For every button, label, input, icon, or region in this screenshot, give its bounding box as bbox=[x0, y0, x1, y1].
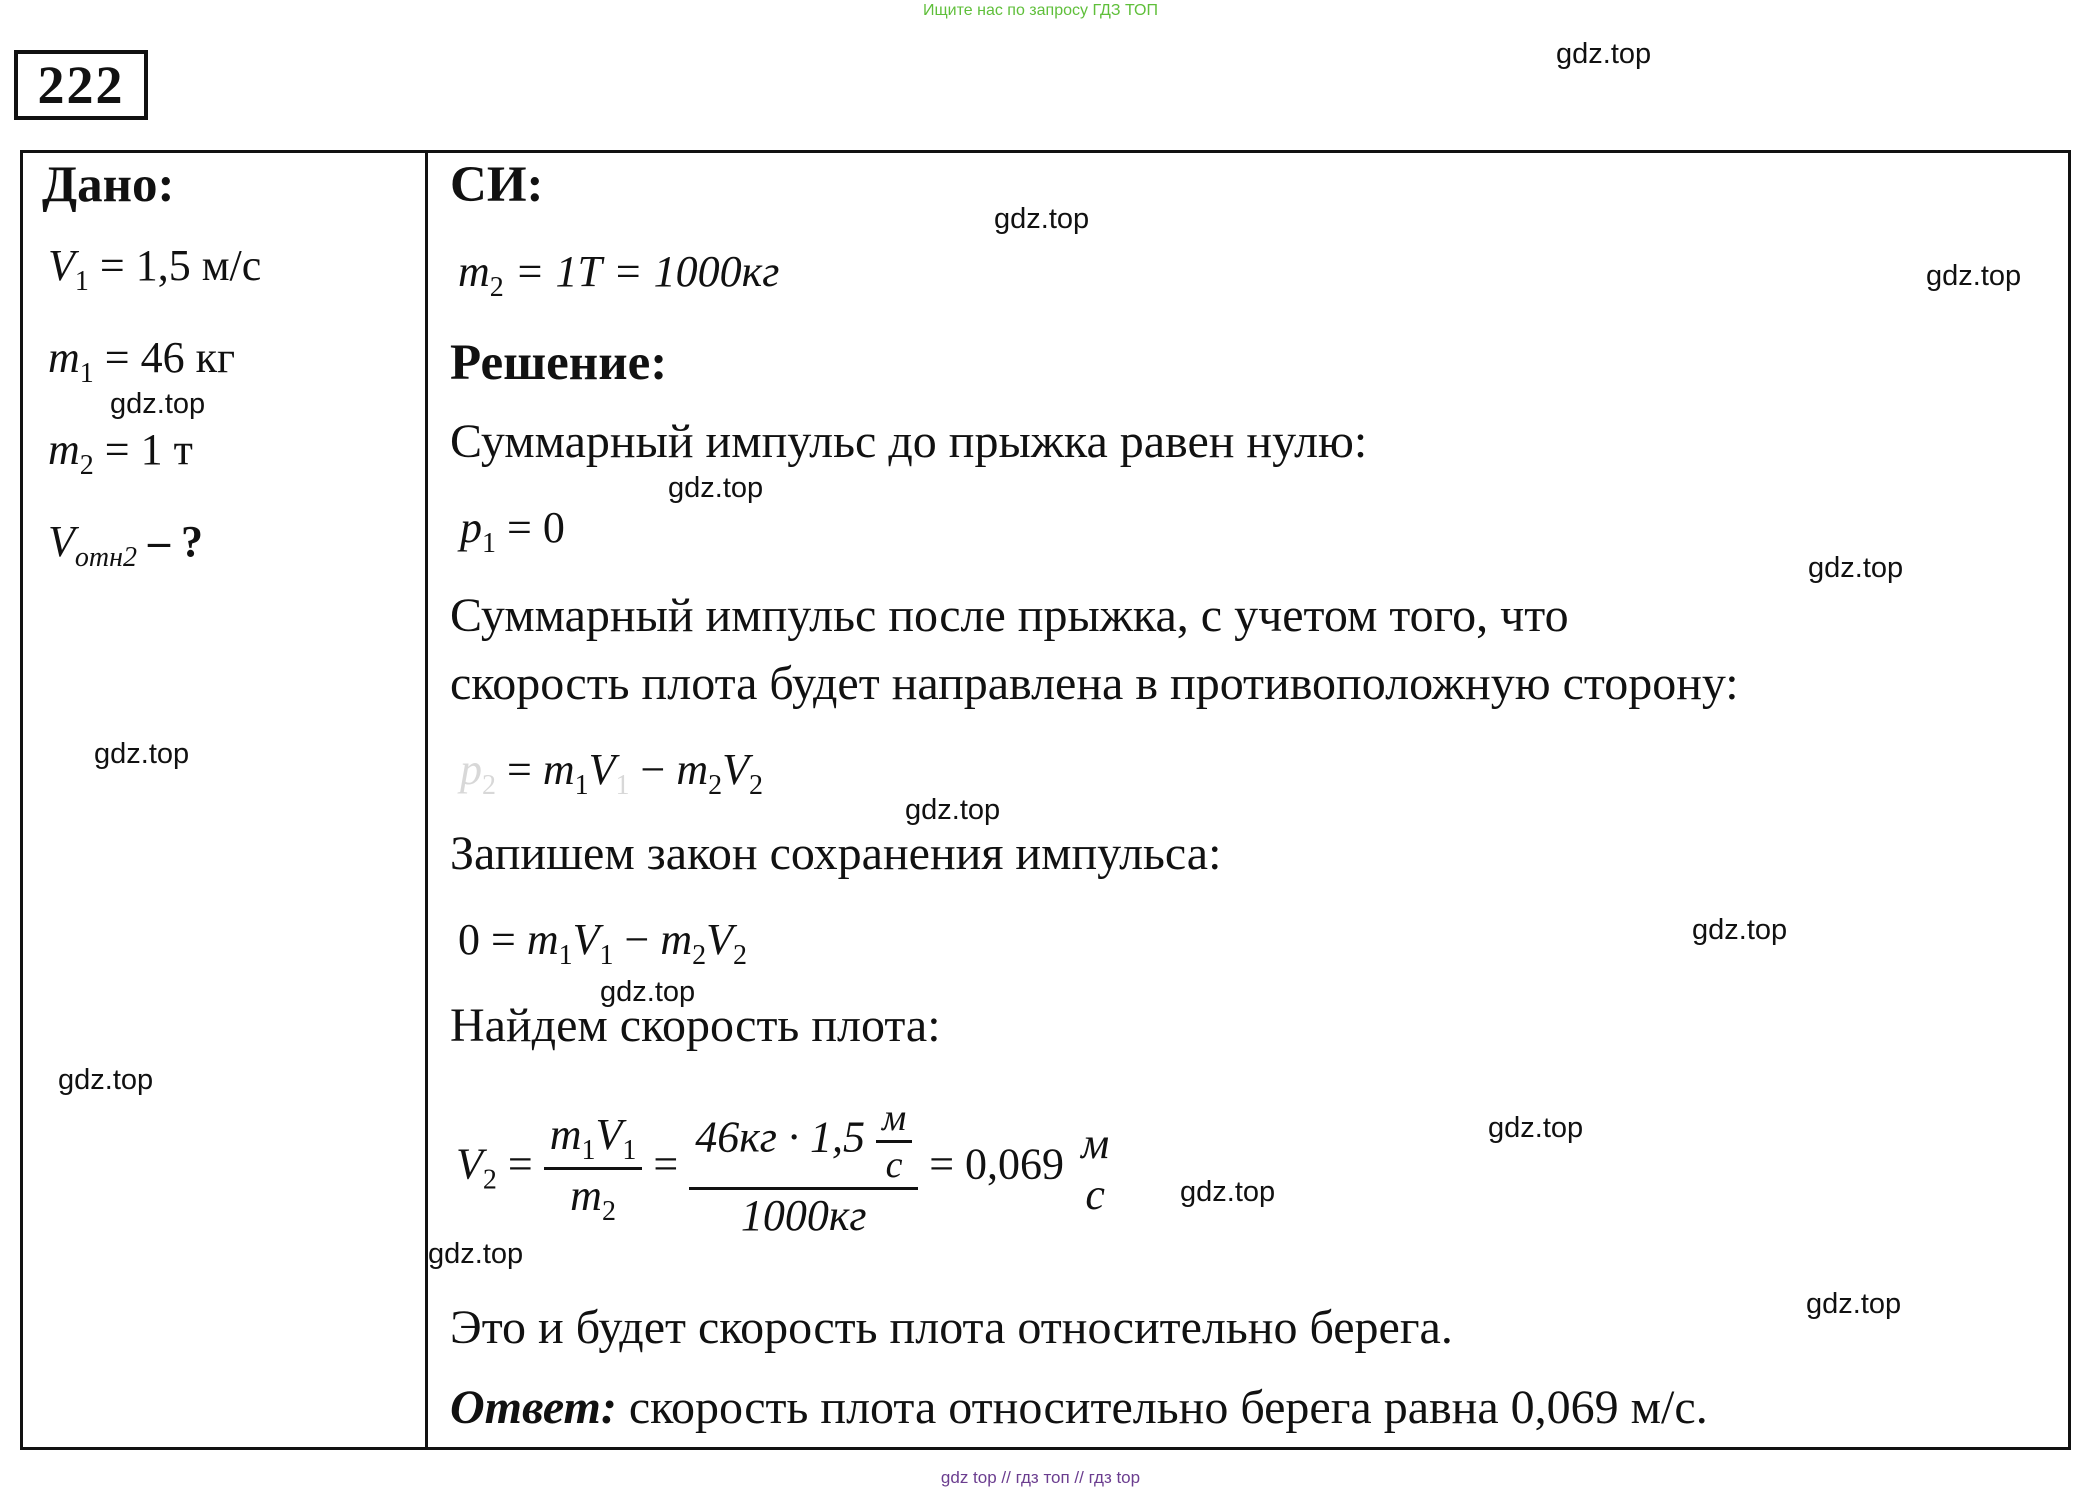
watermark: gdz.top bbox=[994, 203, 1090, 235]
watermark: gdz.top bbox=[668, 472, 764, 504]
equation-conservation: $0 = m_1V_1 - m_2V_2$ bbox=[458, 915, 747, 971]
given-header: Дано: bbox=[42, 157, 175, 213]
watermark: gdz.top bbox=[428, 1238, 524, 1270]
problem-number: 222 bbox=[14, 50, 148, 120]
text-conservation: Запишем закон сохранения импульса: bbox=[450, 827, 1222, 880]
solution-table bbox=[20, 150, 2071, 1450]
watermark: gdz.top bbox=[1926, 260, 2022, 292]
watermark: gdz.top bbox=[110, 388, 206, 420]
given-find: $V_{отн2}$ – ? bbox=[48, 517, 204, 573]
watermark: gdz.top bbox=[1488, 1112, 1584, 1144]
given-m1: $m_1 = 46$ кг bbox=[48, 333, 236, 389]
footer-links: gdz top // гдз топ // гдз top bbox=[940, 1468, 1141, 1487]
solution-header: Решение: bbox=[450, 335, 668, 391]
fraction-formula: $\frac{m_1V_1}{m_2}$ bbox=[544, 1109, 643, 1228]
si-line: $m_2 = 1Т = 1000кг$ bbox=[458, 247, 780, 303]
equation-p1: $p_1 = 0$ bbox=[460, 503, 565, 559]
given-m2: $m_2 = 1$ т bbox=[48, 425, 193, 481]
text-momentum-after-1: Суммарный импульс после прыжка, с учетом того, что bbox=[450, 589, 1569, 642]
watermark: gdz.top bbox=[58, 1064, 154, 1096]
answer-line bbox=[450, 1380, 1708, 1435]
watermark: gdz.top bbox=[905, 794, 1001, 826]
watermark: gdz.top bbox=[1806, 1288, 1902, 1320]
si-header: СИ: bbox=[450, 157, 544, 213]
watermark: gdz.top bbox=[94, 738, 190, 770]
watermark: gdz.top bbox=[600, 976, 696, 1008]
equation-speed: $V_2$ = $\frac{m_1V_1}{m_2}$ = 46кг · 1,5 $\frac{м}{с}$ 1000кг = 0,069 м с bbox=[456, 1096, 1115, 1241]
fraction-calculation: 46кг · 1,5 $\frac{м}{с}$ 1000кг bbox=[689, 1096, 918, 1241]
text-momentum-after-2: скорость плота будет направлена в противоположную сторону: bbox=[450, 657, 1739, 710]
watermark: gdz.top bbox=[1692, 914, 1788, 946]
answer-text: скорость плота относительно берега равна 0,069 м/с. bbox=[628, 1381, 1708, 1434]
answer-label: Ответ: bbox=[450, 1381, 617, 1434]
text-momentum-before: Суммарный импульс до прыжка равен нулю: bbox=[450, 415, 1368, 468]
top-banner: Ищите нас по запросу ГДЗ ТОП bbox=[923, 2, 1158, 19]
watermark: gdz.top bbox=[1556, 38, 1652, 70]
watermark: gdz.top bbox=[1808, 552, 1904, 584]
text-conclusion: Это и будет скорость плота относительно берега. bbox=[450, 1301, 1453, 1354]
text-find-speed: Найдем скорость плота: bbox=[450, 999, 941, 1052]
watermark: gdz.top bbox=[1180, 1176, 1276, 1208]
fraction-unit: м с bbox=[1081, 1118, 1110, 1219]
equation-p2: $p_2 = m_1V_1 - m_2V_2$ bbox=[460, 745, 763, 801]
given-v1: $V_1 = 1,5$ м/с bbox=[48, 241, 262, 297]
